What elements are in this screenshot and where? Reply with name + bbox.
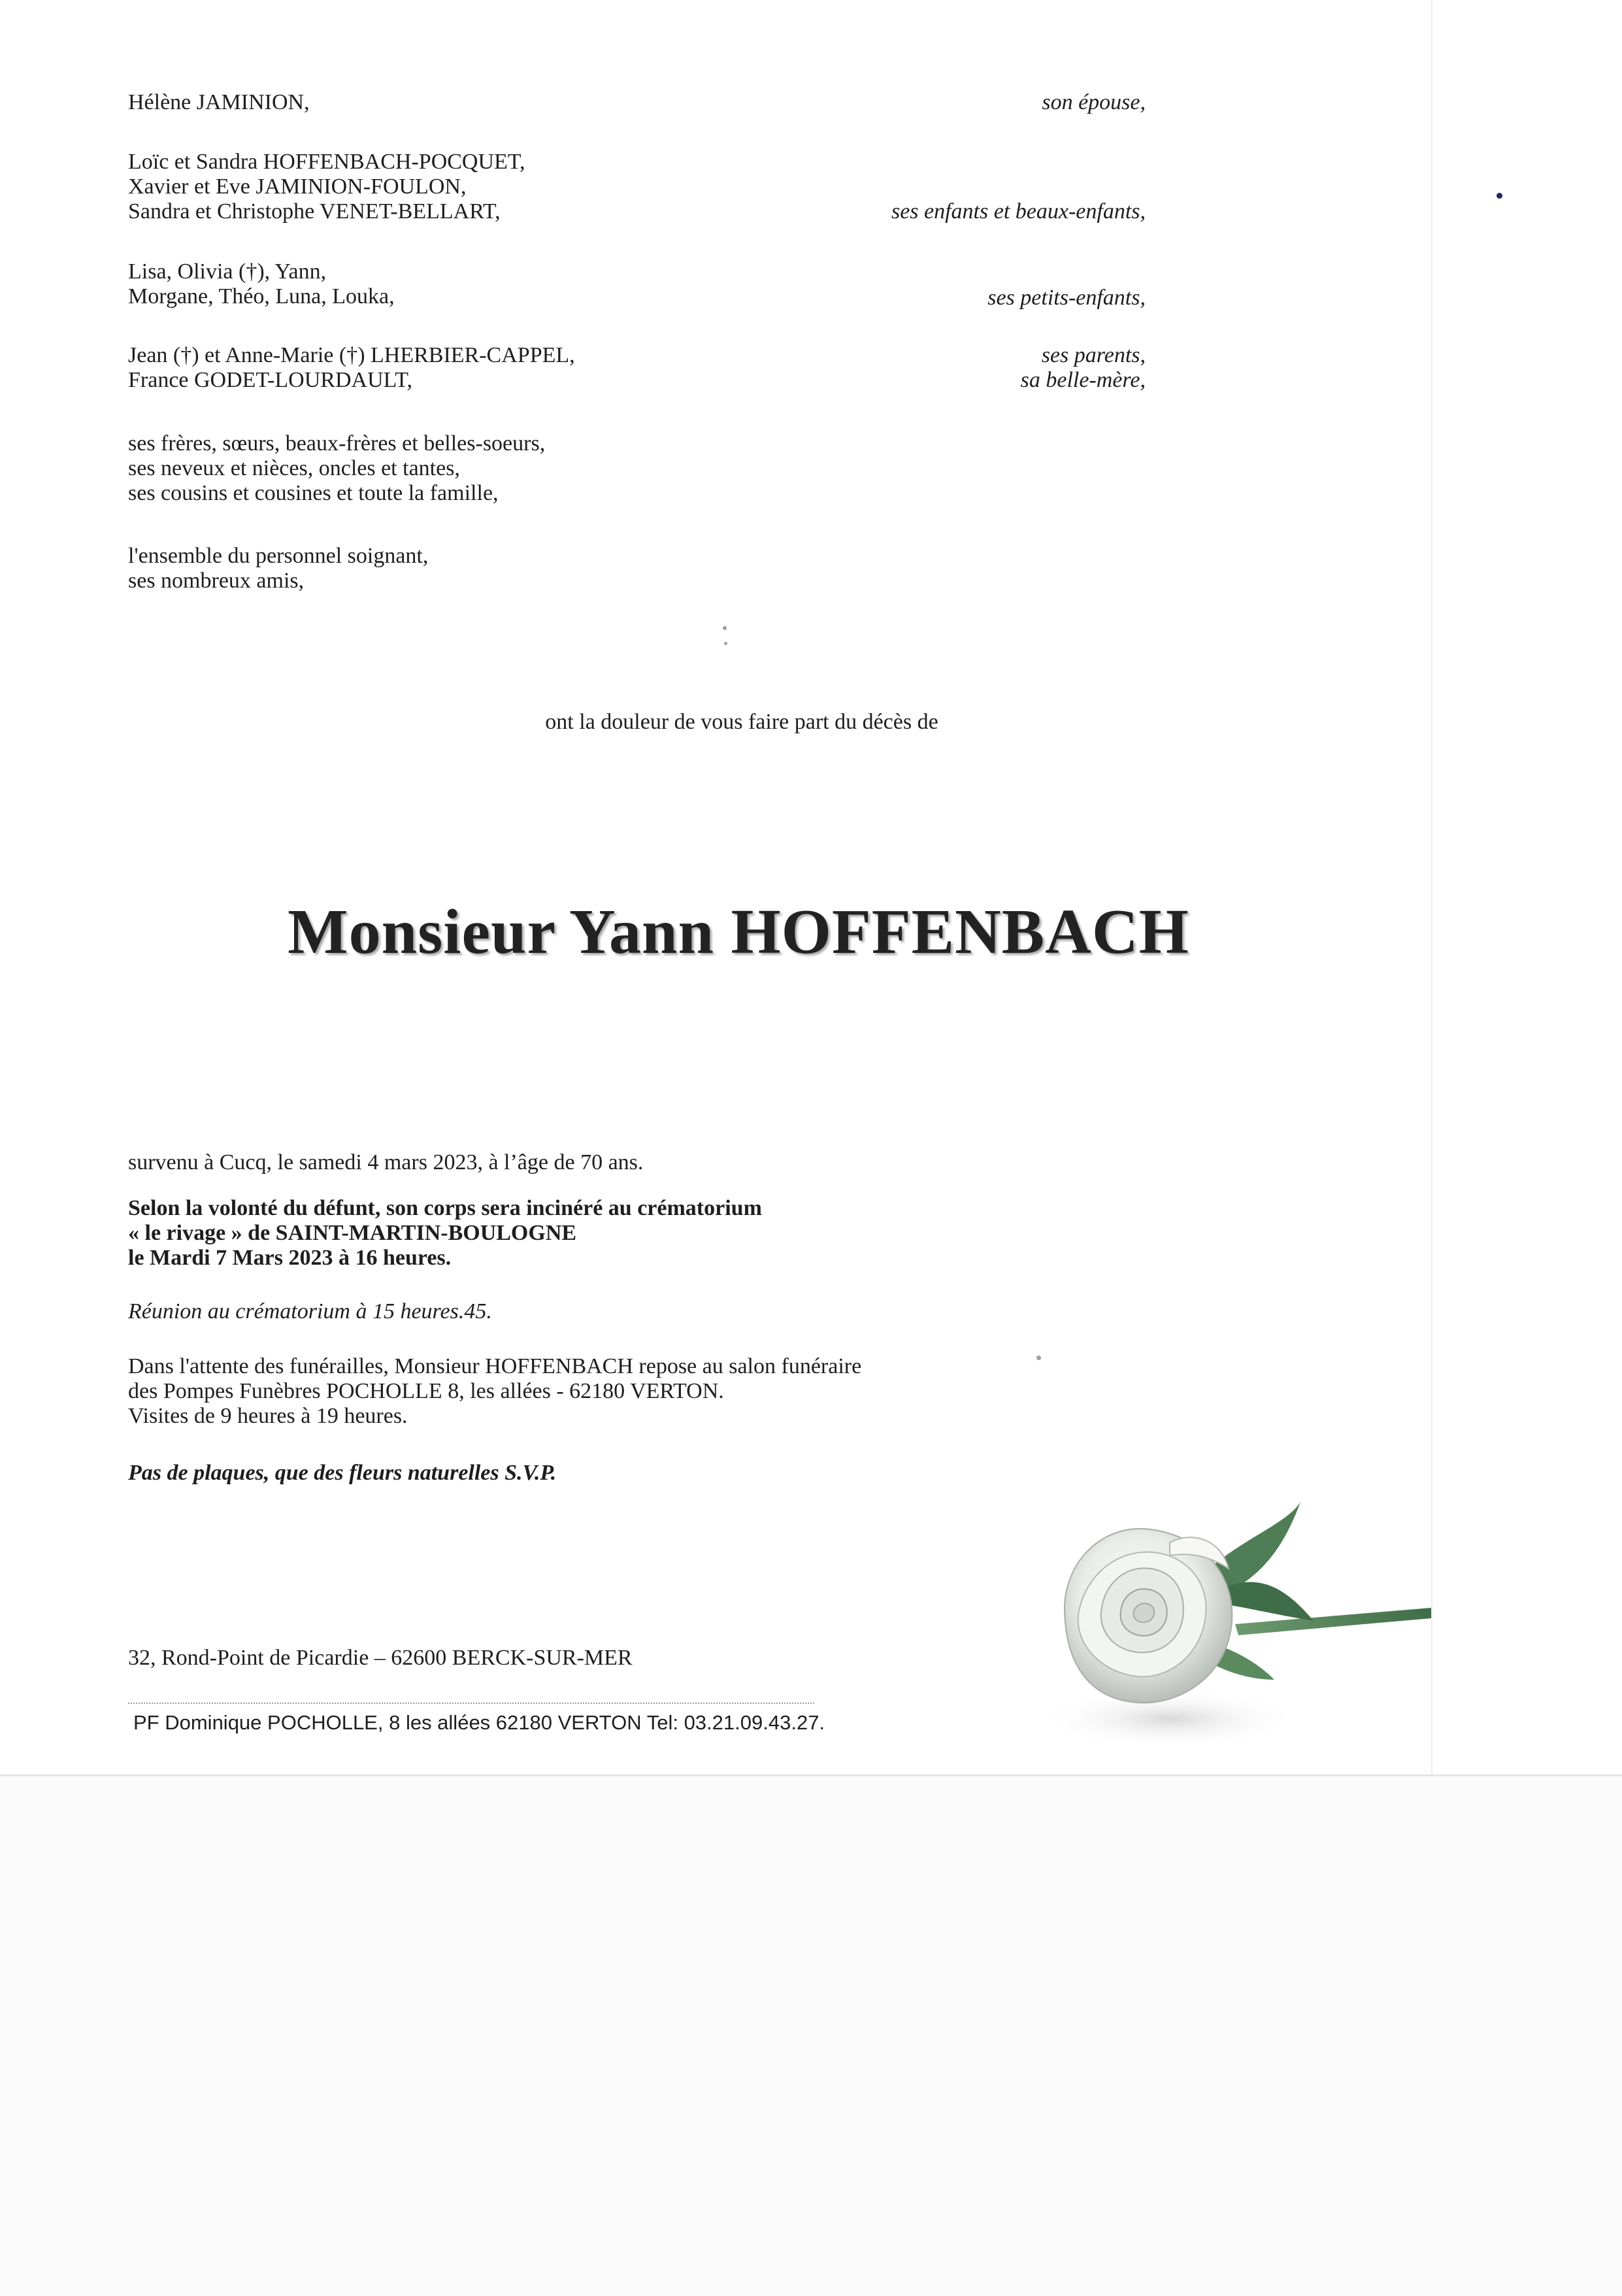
family-line: Jean (†) et Anne-Marie (†) LHERBIER-CAPPEL, bbox=[128, 343, 575, 367]
rest-info bbox=[128, 1354, 861, 1429]
deceased-name: Monsieur Yann HOFFENBACH bbox=[288, 897, 1189, 967]
scan-speck bbox=[1497, 193, 1502, 199]
family-line: Lisa, Olivia (†), Yann, bbox=[128, 259, 327, 284]
footer-divider bbox=[128, 1703, 814, 1704]
relation-spouse bbox=[1042, 90, 1146, 115]
family-block-children bbox=[128, 150, 525, 224]
family-line: Morgane, Théo, Luna, Louka, bbox=[128, 284, 395, 308]
white-rose-icon bbox=[1039, 1484, 1431, 1765]
family-line: Loïc et Sandra HOFFENBACH-POCQUET, bbox=[128, 150, 525, 174]
relation-children bbox=[891, 199, 1146, 224]
relation-line: ses enfants et beaux-enfants, bbox=[891, 199, 1146, 224]
ceremony-line: le Mardi 7 Mars 2023 à 16 heures. bbox=[128, 1246, 452, 1270]
relation-grandchildren bbox=[987, 286, 1146, 310]
scan-speck bbox=[1036, 1356, 1041, 1360]
family-line: Sandra et Christophe VENET-BELLART, bbox=[128, 199, 501, 224]
ceremony-line: « le rivage » de SAINT-MARTIN-BOULOGNE bbox=[128, 1221, 577, 1245]
family-line: ses cousins et cousines et toute la famille, bbox=[128, 481, 499, 505]
scan-speck bbox=[724, 642, 727, 645]
ceremony-details bbox=[128, 1196, 762, 1271]
family-block-parents bbox=[128, 343, 575, 393]
address-line: 32, Rond-Point de Picardie – 62600 BERCK-SUR-MER bbox=[128, 1646, 633, 1670]
rest-line: des Pompes Funèbres POCHOLLE 8, les allées - 62180 VERTON. bbox=[128, 1379, 724, 1403]
relation-line: ses parents, bbox=[1041, 343, 1146, 367]
family-block-extended bbox=[128, 431, 545, 506]
rest-line: Dans l'attente des funérailles, Monsieur HOFFENBACH repose au salon funéraire bbox=[128, 1354, 862, 1378]
family-line: Xavier et Eve JAMINION-FOULON, bbox=[128, 175, 467, 199]
scan-background bbox=[0, 1774, 1622, 2296]
meeting-info bbox=[128, 1299, 492, 1324]
relation-line: ses petits-enfants, bbox=[987, 286, 1146, 310]
relation-line: son épouse, bbox=[1042, 90, 1146, 114]
death-info bbox=[128, 1150, 643, 1175]
ceremony-line: Selon la volonté du défunt, son corps sera incinéré au crématorium bbox=[128, 1196, 762, 1220]
address bbox=[128, 1646, 633, 1671]
meeting-line: Réunion au crématorium à 15 heures.45. bbox=[128, 1299, 492, 1323]
rest-line: Visites de 9 heures à 19 heures. bbox=[128, 1404, 408, 1428]
relation-line: sa belle-mère, bbox=[1020, 368, 1146, 392]
family-line: ses neveux et nièces, oncles et tantes, bbox=[128, 456, 460, 480]
flowers-note bbox=[128, 1461, 556, 1486]
death-info-line: survenu à Cucq, le samedi 4 mars 2023, à l’âge de 70 ans. bbox=[128, 1150, 644, 1174]
family-line: Hélène JAMINION, bbox=[128, 90, 310, 114]
family-block-grandchildren bbox=[128, 259, 395, 309]
funeral-home-footer: PF Dominique POCHOLLE, 8 les allées 62180 VERTON Tel: 03.21.09.43.27. bbox=[133, 1711, 825, 1734]
family-block-friends bbox=[128, 544, 428, 593]
family-line: ses frères, sœurs, beaux-frères et belles-soeurs, bbox=[128, 431, 546, 456]
flowers-line: Pas de plaques, que des fleurs naturelles S.V.P. bbox=[128, 1461, 557, 1485]
announcement-intro: ont la douleur de vous faire part du décès de bbox=[545, 710, 938, 734]
relation-parents bbox=[1021, 343, 1146, 393]
family-line: France GODET-LOURDAULT, bbox=[128, 368, 413, 392]
family-line: l'ensemble du personnel soignant, bbox=[128, 544, 429, 568]
scan-speck bbox=[723, 626, 727, 630]
family-line: ses nombreux amis, bbox=[128, 569, 305, 593]
family-block-spouse bbox=[128, 90, 310, 115]
